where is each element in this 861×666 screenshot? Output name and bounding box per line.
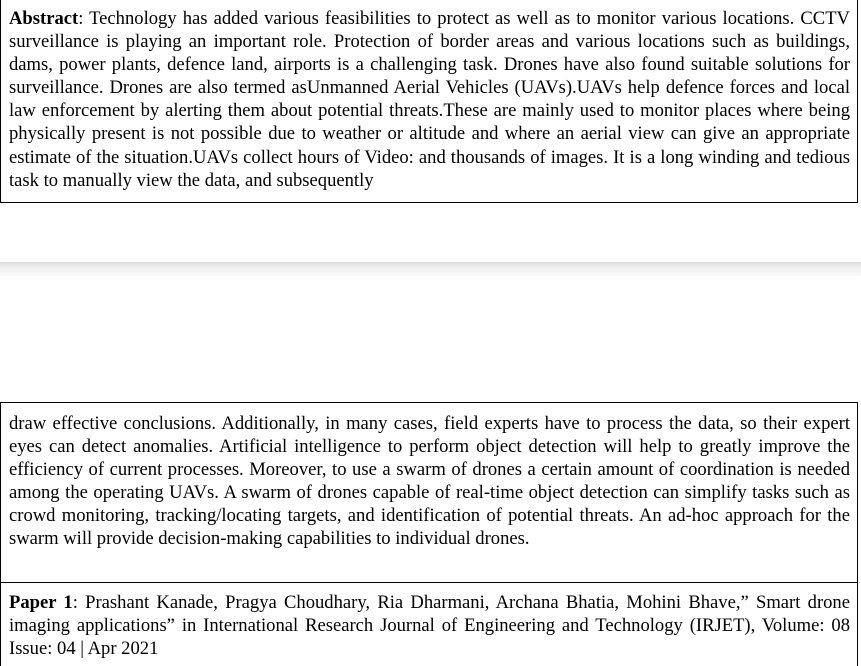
abstract-box-continued: [0, 402, 858, 583]
abstract-box-top: [0, 0, 858, 203]
reference-box: [0, 582, 858, 666]
paper-label: Paper 1: [9, 592, 73, 613]
page-break: [0, 262, 861, 276]
paper-citation: : Prashant Kanade, Pragya Choudhary, Ria Dharmani, Archana Bhatia, Mohini Bhave,” Smart drone imaging applications” in International Research Journal of Engineering and Technology (IRJET), Volume: 08 Issue: 04 | Apr 2021: [9, 592, 850, 660]
abstract-paragraph: [9, 7, 850, 192]
abstract-label: Abstract: [9, 8, 79, 29]
abstract-text: : Technology has added various feasibilities to protect as well as to monitor various locations. CCTV surveillance is playing an important role. Protection of border areas and various locations such as buildings, dams, power plants, defence land, airports is a challenging task. Drones have also found suitable solutions for surveillance. Drones are also termed asUnmanned Aerial Vehicles (UAVs).UAVs help defence forces and local law enforcement by alerting them about potential threats.These are mainly used to monitor places where being physically present is not possible due to weather or altitude and where an aerial view can give an appropriate estimate of the situation.UAVs collect hours of Video: and thousands of images. It is a long winding and tedious task to manually view the data, and subsequently: [9, 8, 850, 191]
reference-paragraph: [9, 591, 850, 660]
abstract-continuation: draw effective conclusions. Additionally, in many cases, field experts have to process the data, so their expert eyes can detect anomalies. Artificial intelligence to perform object detection will help to greatly improve the efficiency of current processes. Moreover, to use a swarm of drones a certain amount of coordination is needed among the operating UAVs. A swarm of drones capable of real-time object detection can simplify tasks such as crowd monitoring, tracking/locating targets, and identification of potential threats. An ad-hoc approach for the swarm will provide decision-making capabilities to individual drones.: [9, 413, 850, 550]
